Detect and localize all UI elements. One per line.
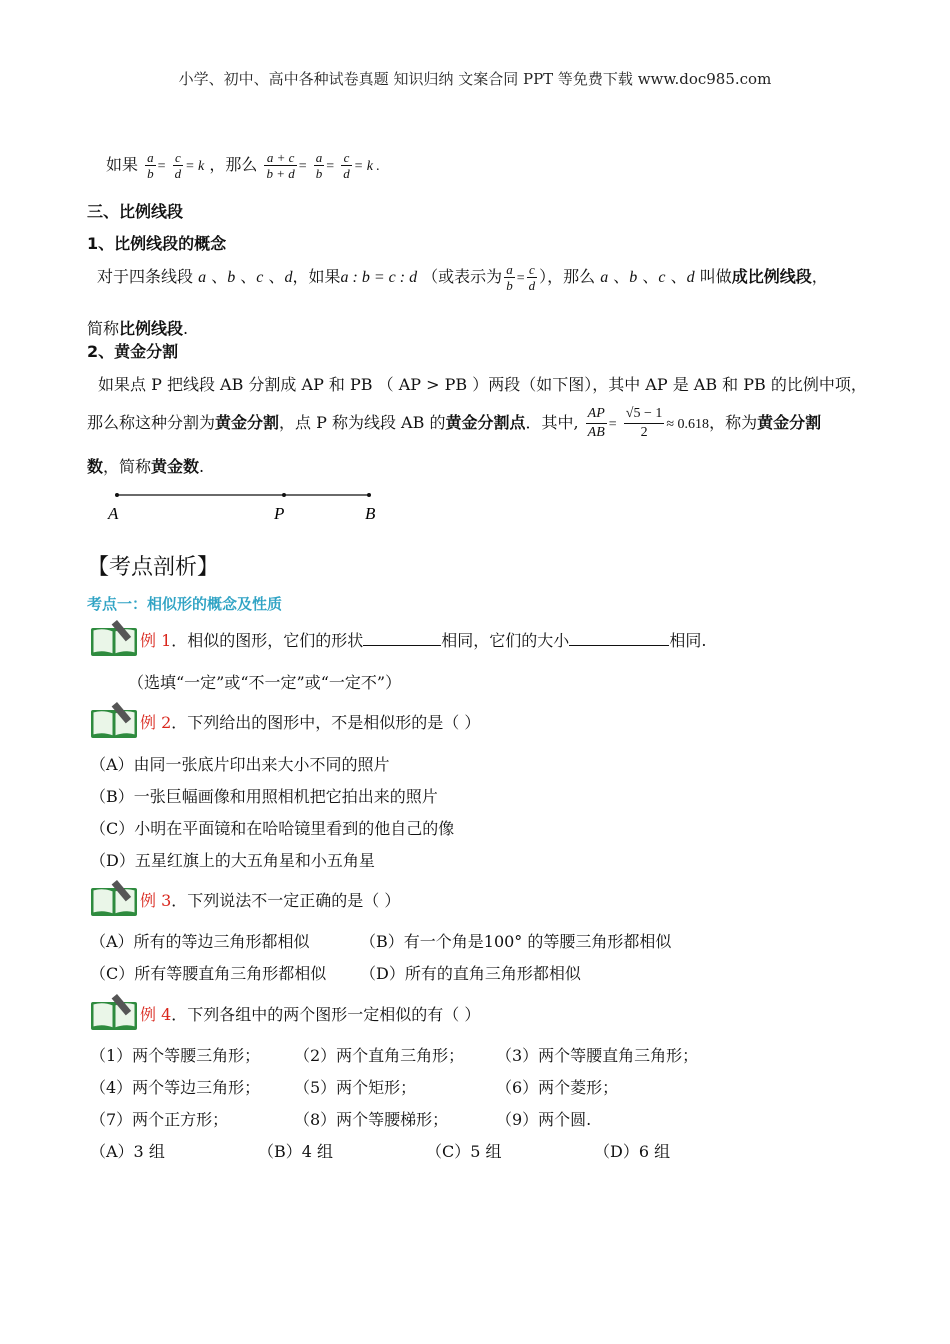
list-item: （3）两个等腰直角三角形； — [496, 1046, 699, 1065]
option-d[interactable]: （D）6 组 — [594, 1142, 671, 1161]
fraction-ap-ab: $\frac{AP}{AB}$ — [587, 406, 605, 440]
fraction-golden: $\frac{√5 - 1}{2}$ — [625, 406, 663, 440]
book-pencil-icon — [88, 700, 140, 740]
option-a[interactable]: （A）由同一张底片印出来大小不同的照片 — [90, 755, 390, 774]
list-item: （9）两个圆. — [496, 1110, 592, 1129]
answer-blank-1[interactable] — [363, 629, 441, 646]
label-b: B — [365, 504, 376, 523]
label-p: P — [274, 504, 285, 523]
option-b[interactable]: （B）一张巨幅画像和用照相机把它拍出来的照片 — [90, 787, 438, 806]
option-d[interactable]: （D）所有的直角三角形都相似 — [360, 964, 581, 983]
point-b — [367, 493, 371, 497]
analysis-heading: 【考点剖析】 — [87, 555, 220, 580]
golden-section-figure — [100, 486, 390, 526]
formula-mid: ，那么 — [209, 155, 258, 174]
list-item: （5）两个矩形； — [294, 1078, 417, 1097]
subsection-title-2: 2、黄金分割 — [87, 342, 179, 361]
subsection-title-1: 1、比例线段的概念 — [87, 234, 227, 253]
option-a[interactable]: （A）3 组 — [90, 1142, 165, 1161]
list-item: （6）两个菱形； — [496, 1078, 619, 1097]
golden-section-line-1: 如果点 P 把线段 AB 分割成 AP 和 PB （ AP > PB ）两段（如下图），其中 AP 是 AB 和 PB 的比例中项， — [98, 375, 867, 394]
fraction-a-b: $\frac{a}{b}$ — [147, 150, 154, 181]
book-pencil-icon — [88, 618, 140, 658]
golden-section-line-3: 数，简称黄金数. — [87, 457, 205, 476]
option-c[interactable]: （C）所有等腰直角三角形都相似 — [90, 964, 327, 983]
fraction-c-d-2: $\frac{c}{d}$ — [343, 150, 350, 181]
list-item: （8）两个等腰梯形； — [294, 1110, 449, 1129]
example-1-note: （选填“一定”或“不一定”或“一定不”） — [128, 673, 402, 692]
list-item: （1）两个等腰三角形； — [90, 1046, 261, 1065]
list-item: （7）两个正方形； — [90, 1110, 229, 1129]
example-4: 例 4．下列各组中的两个图形一定相似的有（ ） — [140, 1005, 481, 1024]
proportional-segments-definition: 对于四条线段 a 、b 、c 、d，如果a : b = c : d （或表示为 $\frac{a}{b}$ = $\frac{c}{d}$ ），那么 a 、b 、c 、d 叫做成比例线段， — [97, 262, 828, 293]
option-c[interactable]: （C）5 组 — [426, 1142, 502, 1161]
golden-section-line-2: 那么称这种分割为黄金分割，点 P 称为线段 AB 的黄金分割点．其中, $\frac{AP}{AB}$ = $\frac{√5 - 1}{2}$ ≈ 0.618，称为黄金分割 — [87, 406, 822, 440]
option-a[interactable]: （A）所有的等边三角形都相似 — [90, 932, 310, 951]
list-item: （4）两个等边三角形； — [90, 1078, 261, 1097]
option-b[interactable]: （B）4 组 — [258, 1142, 334, 1161]
example-3: 例 3．下列说法不一定正确的是（ ） — [140, 891, 401, 910]
page-header: 小学、初中、高中各种试卷真题 知识归纳 文案合同 PPT 等免费下载 www.doc985.com — [178, 70, 772, 88]
example-2: 例 2．下列给出的图形中，不是相似形的是（ ） — [140, 713, 481, 732]
example-1: 例 1．相似的图形，它们的形状 相同，它们的大小 相同. — [140, 631, 707, 650]
fraction-a-b-2: $\frac{a}{b}$ — [315, 150, 323, 181]
book-pencil-icon — [88, 878, 140, 918]
option-c[interactable]: （C）小明在平面镜和在哈哈镜里看到的他自己的像 — [90, 819, 455, 838]
point-heading-1: 考点一：相似形的概念及性质 — [87, 595, 283, 613]
fraction-a-b-3: $\frac{a}{b}$ — [506, 262, 513, 293]
fraction-sum: $\frac{a + c}{b + d}$ — [266, 150, 295, 181]
proportion-property-line: 如果 $\frac{a}{b}$ = $\frac{c}{d}$ = k ，那么 $\frac{a + c}{b + d}$ = $\frac{a}{b}$ = $\frac{c}{d}$ = k . — [106, 150, 380, 181]
option-d[interactable]: （D）五星红旗上的大五角星和小五角星 — [90, 851, 375, 870]
point-p — [282, 493, 286, 497]
book-pencil-icon — [88, 992, 140, 1032]
option-b[interactable]: （B）有一个角是100° 的等腰三角形都相似 — [360, 932, 672, 951]
formula-prefix: 如果 — [106, 155, 139, 174]
point-a — [115, 493, 119, 497]
answer-blank-2[interactable] — [569, 629, 669, 646]
proportional-segments-short: 简称比例线段. — [87, 319, 189, 338]
fraction-c-d: $\frac{c}{d}$ — [174, 150, 182, 181]
list-item: （2）两个直角三角形； — [294, 1046, 465, 1065]
fraction-c-d-3: $\frac{c}{d}$ — [528, 262, 536, 293]
label-a: A — [108, 504, 119, 523]
section-title: 三、比例线段 — [87, 202, 184, 221]
